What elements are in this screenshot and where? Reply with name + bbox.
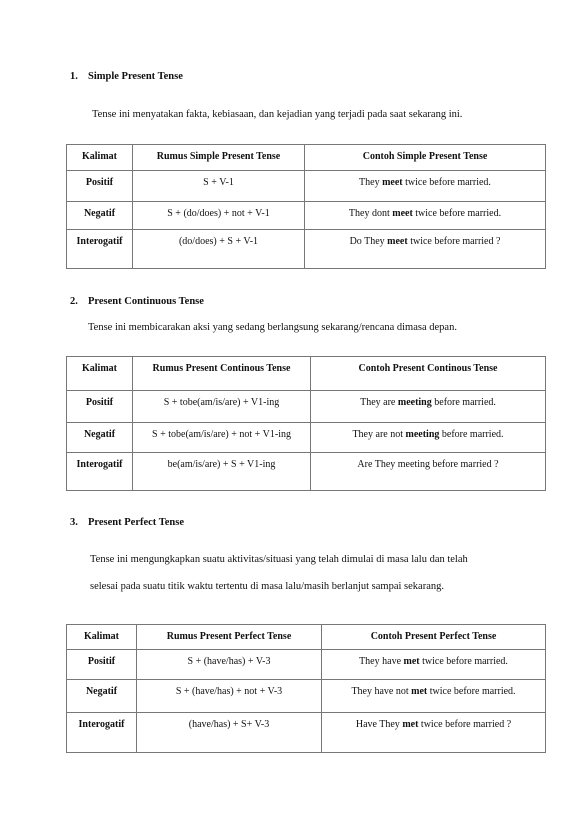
table-header-contoh: Contoh Present Perfect Tense (322, 625, 546, 650)
section-1-paragraph: Tense ini menyatakan fakta, kebiasaan, dan kejadian yang terjadi pada saat sekarang ini. (92, 109, 463, 120)
row-contoh: Have They met twice before married ? (322, 713, 546, 753)
table-header-contoh: Contoh Present Continous Tense (311, 357, 546, 391)
table-row (67, 453, 546, 491)
row-rumus: (do/does) + S + V-1 (133, 230, 305, 269)
section-2-title: Present Continuous Tense (88, 296, 204, 307)
row-rumus: S + (have/has) + not + V-3 (137, 680, 322, 713)
table-header-row (67, 625, 546, 650)
table-header-contoh: Contoh Simple Present Tense (305, 145, 546, 171)
section-3-paragraph-line-2: selesai pada suatu titik waktu tertentu di masa lalu/masih berlanjut sampai sekarang. (90, 581, 444, 592)
section-2-paragraph: Tense ini membicarakan aksi yang sedang berlangsung sekarang/rencana dimasa depan. (88, 322, 457, 333)
table-row (67, 680, 546, 713)
table-header-row (67, 145, 546, 171)
row-contoh: Do They meet twice before married ? (305, 230, 546, 269)
row-kalimat: Positif (67, 171, 133, 202)
section-1-table (66, 144, 546, 269)
row-rumus: S + tobe(am/is/are) + V1-ing (133, 391, 311, 423)
row-contoh: They are meeting before married. (311, 391, 546, 423)
table-header-rumus: Rumus Present Perfect Tense (137, 625, 322, 650)
row-contoh: Are They meeting before married ? (311, 453, 546, 491)
table-row (67, 230, 546, 269)
row-rumus: S + V-1 (133, 171, 305, 202)
row-rumus: (have/has) + S+ V-3 (137, 713, 322, 753)
section-1-title: Simple Present Tense (88, 71, 183, 82)
table-row (67, 171, 546, 202)
row-rumus: be(am/is/are) + S + V1-ing (133, 453, 311, 491)
table-header-row (67, 357, 546, 391)
row-kalimat: Positif (67, 650, 137, 680)
table-row (67, 423, 546, 453)
row-kalimat: Interogatif (67, 453, 133, 491)
row-contoh: They meet twice before married. (305, 171, 546, 202)
row-contoh: They have met twice before married. (322, 650, 546, 680)
section-3-heading (70, 517, 184, 528)
section-2-number: 2. (70, 296, 78, 307)
section-3-number: 3. (70, 517, 78, 528)
table-row (67, 650, 546, 680)
row-rumus: S + (have/has) + V-3 (137, 650, 322, 680)
table-header-rumus: Rumus Simple Present Tense (133, 145, 305, 171)
row-kalimat: Positif (67, 391, 133, 423)
row-rumus: S + (do/does) + not + V-1 (133, 202, 305, 230)
row-kalimat: Negatif (67, 202, 133, 230)
row-kalimat: Negatif (67, 423, 133, 453)
section-3-title: Present Perfect Tense (88, 517, 185, 528)
section-3-table (66, 624, 546, 753)
section-1-number: 1. (70, 71, 78, 82)
table-header-kalimat: Kalimat (67, 145, 133, 171)
table-row (67, 391, 546, 423)
row-rumus: S + tobe(am/is/are) + not + V1-ing (133, 423, 311, 453)
row-kalimat: Interogatif (67, 713, 137, 753)
row-contoh: They dont meet twice before married. (305, 202, 546, 230)
table-header-kalimat: Kalimat (67, 357, 133, 391)
table-row (67, 713, 546, 753)
table-row (67, 202, 546, 230)
table-header-rumus: Rumus Present Continous Tense (133, 357, 311, 391)
row-kalimat: Negatif (67, 680, 137, 713)
section-2-table (66, 356, 546, 491)
section-1-heading (70, 71, 183, 82)
table-header-kalimat: Kalimat (67, 625, 137, 650)
row-contoh: They have not met twice before married. (322, 680, 546, 713)
section-2-heading (70, 296, 204, 307)
row-contoh: They are not meeting before married. (311, 423, 546, 453)
row-kalimat: Interogatif (67, 230, 133, 269)
section-3-paragraph-line-1: Tense ini mengungkapkan suatu aktivitas/situasi yang telah dimulai di masa lalu dan telah (90, 554, 468, 565)
